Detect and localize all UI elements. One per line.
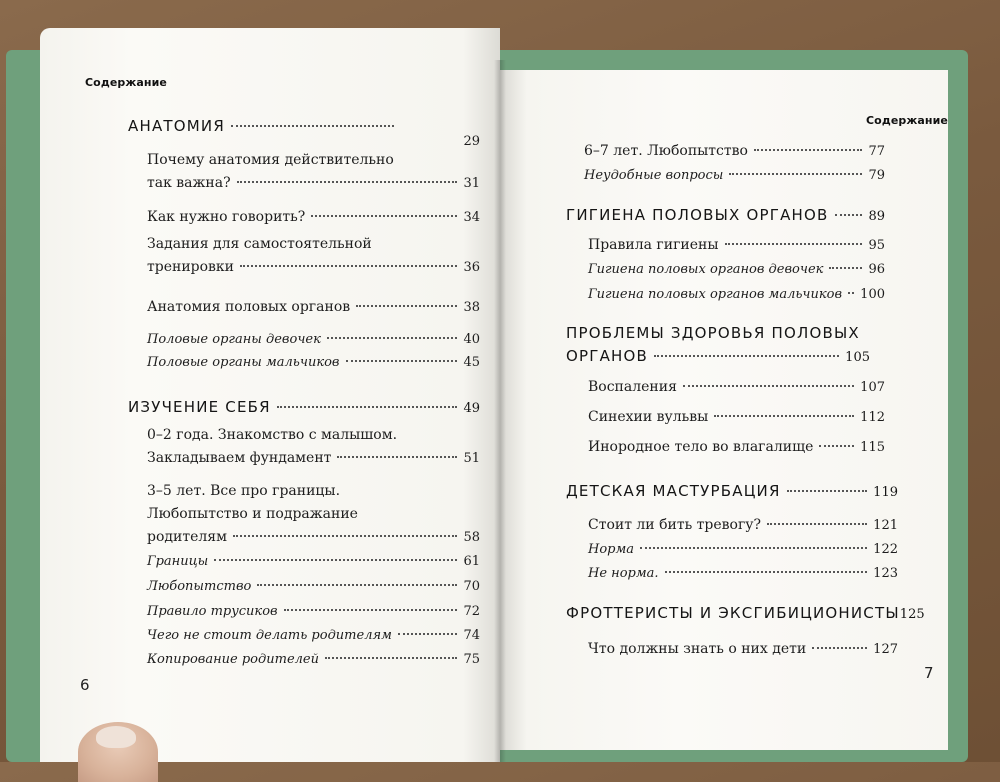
toc-entry bbox=[588, 283, 885, 306]
toc-page-number: 127 bbox=[873, 642, 898, 657]
toc-page-number: 100 bbox=[860, 287, 885, 302]
toc-entry-title: Что должны знать о них дети bbox=[588, 641, 807, 657]
toc-entry bbox=[147, 351, 480, 374]
dot-leader bbox=[240, 264, 457, 267]
toc-entry bbox=[584, 140, 885, 163]
toc-page-number: 96 bbox=[868, 262, 885, 277]
running-head: Содержание bbox=[866, 114, 948, 127]
toc-entry bbox=[147, 624, 480, 647]
toc-entry bbox=[584, 164, 885, 187]
toc-page-number: 105 bbox=[845, 350, 870, 365]
toc-section bbox=[566, 322, 870, 369]
dot-leader bbox=[233, 534, 457, 537]
toc-page-number: 70 bbox=[463, 579, 480, 594]
toc-page-number: 40 bbox=[463, 332, 480, 347]
toc-entry bbox=[588, 514, 898, 537]
dot-leader bbox=[683, 384, 854, 387]
dot-leader bbox=[337, 455, 457, 458]
toc-page-number: 29 bbox=[463, 134, 480, 149]
right-page bbox=[500, 70, 948, 750]
toc-entry-title: Копирование родителей bbox=[147, 652, 319, 667]
toc-entry bbox=[147, 480, 480, 549]
dot-leader bbox=[325, 656, 457, 659]
toc-page-number: 58 bbox=[463, 530, 480, 545]
dot-leader bbox=[754, 148, 863, 151]
toc-entry bbox=[147, 550, 480, 573]
toc-entry bbox=[588, 638, 898, 661]
toc-entry bbox=[588, 538, 898, 561]
dot-leader bbox=[665, 570, 868, 573]
dot-leader bbox=[767, 522, 867, 525]
toc-page-number: 38 bbox=[463, 300, 480, 315]
dot-leader bbox=[346, 359, 458, 362]
dot-leader bbox=[398, 632, 458, 635]
dot-leader bbox=[848, 291, 854, 294]
toc-page-number: 74 bbox=[463, 628, 480, 643]
left-page bbox=[40, 28, 500, 762]
toc-entry-title: Не норма. bbox=[588, 566, 659, 581]
dot-leader bbox=[829, 266, 862, 269]
toc-page-number: 49 bbox=[463, 401, 480, 416]
toc-entry-line: Задания для самостоятельной bbox=[147, 236, 372, 252]
toc-entry-title: АНАТОМИЯ bbox=[128, 117, 225, 135]
dot-leader bbox=[819, 444, 854, 447]
toc-page-number: 79 bbox=[868, 168, 885, 183]
toc-entry-title: Границы bbox=[147, 554, 209, 569]
dot-leader bbox=[812, 646, 867, 649]
dot-leader bbox=[231, 124, 394, 127]
dot-leader bbox=[356, 304, 457, 307]
dot-leader bbox=[640, 546, 867, 549]
toc-entry bbox=[588, 258, 885, 281]
toc-entry-title: Чего не стоит делать родителям bbox=[147, 628, 392, 643]
toc-entry bbox=[147, 424, 480, 470]
toc-entry-title: ФРОТТЕРИСТЫ И ЭКСГИБИЦИОНИСТЫ bbox=[566, 604, 900, 622]
dot-leader bbox=[214, 558, 457, 561]
dot-leader bbox=[327, 336, 458, 339]
toc-page-number: 51 bbox=[463, 451, 480, 466]
page-number: 6 bbox=[80, 676, 90, 694]
toc-page-number: 112 bbox=[860, 410, 885, 425]
toc-entry-title: Неудобные вопросы bbox=[584, 168, 724, 183]
toc-entry bbox=[147, 149, 480, 195]
toc-section bbox=[566, 480, 898, 504]
toc-entry bbox=[588, 562, 898, 585]
dot-leader bbox=[725, 242, 863, 245]
toc-entry-line: Почему анатомия действительно bbox=[147, 152, 394, 168]
toc-entry-title: Воспаления bbox=[588, 379, 677, 395]
toc-page-number: 77 bbox=[868, 144, 885, 159]
toc-entry-title: так важна? bbox=[147, 175, 231, 191]
toc-entry-title: Как нужно говорить? bbox=[147, 209, 306, 225]
toc-entry bbox=[588, 436, 885, 459]
toc-page-number: 123 bbox=[873, 566, 898, 581]
toc-entry bbox=[147, 600, 480, 623]
toc-section bbox=[566, 602, 925, 626]
toc-page-number: 36 bbox=[463, 260, 480, 275]
toc-page-number: 119 bbox=[873, 485, 898, 500]
dot-leader bbox=[714, 414, 854, 417]
dot-leader bbox=[654, 354, 839, 357]
toc-entry-title: ДЕТСКАЯ МАСТУРБАЦИЯ bbox=[566, 482, 781, 500]
toc-entry-line: 0–2 года. Знакомство с малышом. bbox=[147, 427, 398, 443]
toc-entry-title: Норма bbox=[588, 542, 635, 557]
toc-page-number: 75 bbox=[463, 652, 480, 667]
toc-page-number: 115 bbox=[860, 440, 885, 455]
toc-entry-title: Правила гигиены bbox=[588, 237, 719, 253]
toc-entry bbox=[147, 206, 480, 229]
dot-leader bbox=[257, 583, 457, 586]
toc-entry-title: Анатомия половых органов bbox=[147, 299, 351, 315]
toc-entry-title: ОРГАНОВ bbox=[566, 347, 649, 365]
toc-page-number: 45 bbox=[463, 355, 480, 370]
toc-entry bbox=[147, 648, 480, 671]
dot-leader bbox=[284, 608, 458, 611]
book-gutter bbox=[494, 60, 506, 762]
toc-section bbox=[128, 115, 400, 138]
dot-leader bbox=[237, 180, 458, 183]
toc-page-number: 34 bbox=[463, 210, 480, 225]
fingernail bbox=[96, 726, 136, 748]
toc-entry-title: Гигиена половых органов мальчиков bbox=[588, 287, 843, 302]
dot-leader bbox=[835, 213, 863, 216]
toc-entry bbox=[588, 376, 885, 399]
toc-entry-line: ПРОБЛЕМЫ ЗДОРОВЬЯ ПОЛОВЫХ bbox=[566, 324, 860, 342]
toc-entry bbox=[588, 406, 885, 429]
dot-leader bbox=[277, 405, 458, 408]
toc-entry-title: 6–7 лет. Любопытство bbox=[584, 143, 748, 159]
page-number: 7 bbox=[924, 664, 934, 682]
toc-entry bbox=[147, 296, 480, 319]
toc-entry-title: Инородное тело во влагалище bbox=[588, 439, 814, 455]
toc-entry-line: 3–5 лет. Все про границы. bbox=[147, 483, 341, 499]
toc-entry-title: Стоит ли бить тревогу? bbox=[588, 517, 762, 533]
toc-page-number: 72 bbox=[463, 604, 480, 619]
toc-entry-title: Половые органы мальчиков bbox=[147, 355, 340, 370]
toc-section bbox=[566, 204, 885, 228]
toc-section bbox=[128, 396, 480, 420]
dot-leader bbox=[729, 172, 862, 175]
toc-entry-title: ГИГИЕНА ПОЛОВЫХ ОРГАНОВ bbox=[566, 206, 829, 224]
toc-entry-title: ИЗУЧЕНИЕ СЕБЯ bbox=[128, 398, 271, 416]
dot-leader bbox=[787, 489, 868, 492]
toc-entry bbox=[147, 233, 480, 279]
toc-page-number: 95 bbox=[868, 238, 885, 253]
toc-page-number: 121 bbox=[873, 518, 898, 533]
toc-page-number: 31 bbox=[463, 176, 480, 191]
toc-entry bbox=[588, 234, 885, 257]
toc-entry-title: Закладываем фундамент bbox=[147, 450, 332, 466]
toc-page-number: 122 bbox=[873, 542, 898, 557]
toc-page-number: 89 bbox=[868, 209, 885, 224]
running-head: Содержание bbox=[85, 76, 167, 89]
toc-page-number: 107 bbox=[860, 380, 885, 395]
toc-page-number: 125 bbox=[899, 607, 925, 622]
toc-entry-title: родителям bbox=[147, 529, 227, 545]
toc-entry-title: Правило трусиков bbox=[147, 604, 278, 619]
toc-entry-title: тренировки bbox=[147, 259, 235, 275]
dot-leader bbox=[311, 214, 457, 217]
toc-page-number: 61 bbox=[463, 554, 480, 569]
toc-entry-title: Половые органы девочек bbox=[147, 332, 321, 347]
toc-entry-title: Любопытство bbox=[147, 579, 252, 594]
toc-entry bbox=[147, 328, 480, 351]
toc-entry bbox=[147, 575, 480, 598]
toc-entry-title: Синехии вульвы bbox=[588, 409, 709, 425]
toc-entry-line: Любопытство и подражание bbox=[147, 506, 358, 522]
toc-entry-title: Гигиена половых органов девочек bbox=[588, 262, 824, 277]
